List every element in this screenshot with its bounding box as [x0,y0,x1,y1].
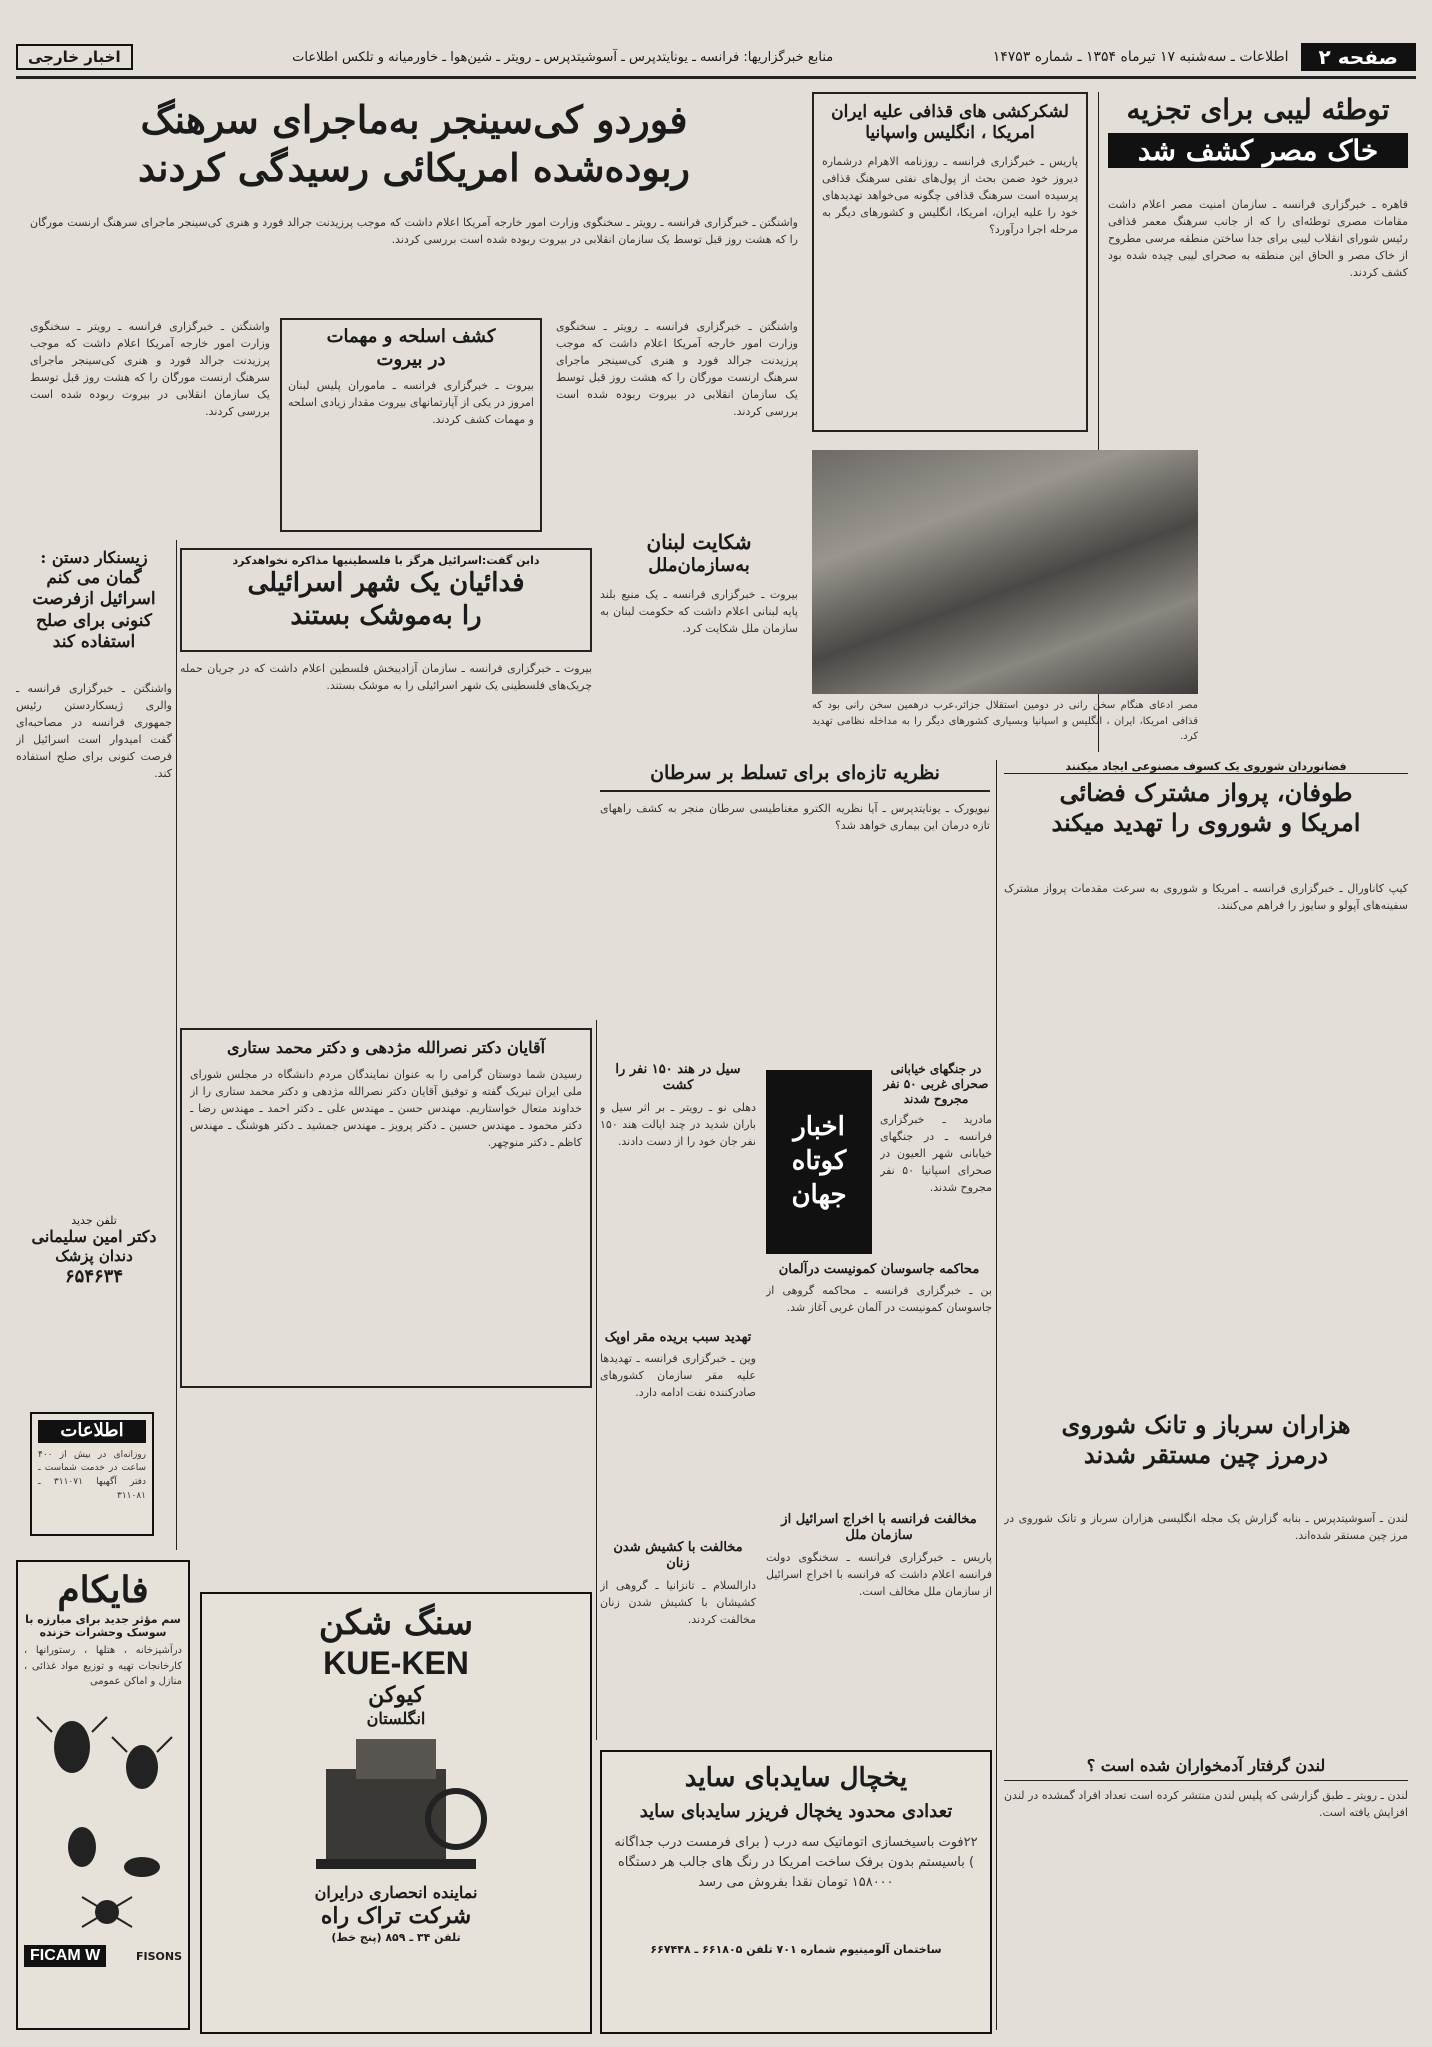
flood-title: سیل در هند ۱۵۰ نفر را کشت [615,1062,741,1094]
kissinger-title-2: ربوده‌شده امریکائی رسیدگی کردند [138,144,690,190]
ficam-brand: فایکام [57,1569,149,1611]
page-label: صفحه ۲ [1301,43,1416,71]
doctor-new-phone: تلفن جدید [71,1214,117,1227]
kueken-fa: کیوکن [368,1681,424,1708]
fedayeen-kicker: دابن گفت:اسرائیل هرگز با فلسطینیها مذاکره نخواهدکرد [232,554,540,567]
kissinger-title-1: فوردو کی‌سینجر به‌ماجرای سرهنگ [140,97,688,142]
women-priests-article [600,1540,756,1740]
congrats-notice [180,1028,592,1388]
doctor-specialty: دندان پزشک [55,1247,133,1265]
fridge-subtitle: تعدادی محدود یخچال فریزر سایدبای ساید [639,1800,953,1822]
clashes-title: در جنگهای خیابانی صحرای غربی ۵۰ نفر مجروح شدند [883,1062,989,1106]
france-body: پاریس ـ خبرگزاری فرانسه ـ سخنگوی دولت فرانسه اعلام داشت که فرانسه با اخراج اسرائیل از سازمان ملل مخالف است. [766,1550,992,1598]
soviet-body: لندن ـ آسوشیتدپرس ـ بنابه گزارش یک مجله انگلیسی هزاران سرباز و تانک شوروی در مرز چین مستقر شده‌اند. [1004,1512,1408,1543]
zistkar-title-5: استفاده کند [52,631,136,652]
kueken-country: انگلستان [366,1709,426,1728]
qaddafi-box [812,92,1088,432]
qaddafi-speech-photo [812,450,1198,694]
issue-info: اطلاعات ـ سه‌شنبه ۱۷ تیرماه ۱۳۵۴ ـ شماره ۱۴۷۵۳ [992,49,1289,65]
kissinger-body: واشنگتن ـ خبرگزاری فرانسه ـ رویتر ـ سخنگوی وزارت امور خارجه آمریکا اعلام داشت که موجب پرزیدنت جرالد فورد و هنری کی‌سینجر ماجرای سرهنگ ارنست مورگان را که هشت روز قبل توسط یک سازمان انقلابی در بیروت ربوده شده است بررسی کردند. [30,216,798,247]
weapons-body: بیروت ـ خبرگزاری فرانسه ـ ماموران پلیس لبنان امروز در یکی از آپارتمانهای بیروت مقدار زیادی اسلحه و مهمات کشف کردند. [288,379,534,427]
news-sources: منابع خبرگزاریها: فرانسه ـ یونایتدپرس ـ آسوشیتدپرس ـ رویتر ـ شین‌هوا ـ خاورمیانه و تلکس اطلاعات [292,49,834,65]
kissinger-body-col3: واشنگتن ـ خبرگزاری فرانسه ـ رویتر ـ سخنگوی وزارت امور خارجه آمریکا اعلام داشت که موجب پرزیدنت جرالد فورد و هنری کی‌سینجر ماجرای سرهنگ ارنست مورگان را که هشت روز قبل توسط یک سازمان انقلابی در بیروت ربوده شده است بررسی کردند. [30,320,270,419]
col-rule [996,760,997,2030]
women-priests-body: دارالسلام ـ تانزانیا ـ گروهی از کشیشان با کشیش شدن زنان مخالفت کردند. [600,1578,756,1626]
opec-body: وین ـ خبرگزاری فرانسه ـ تهدیدها علیه مقر سازمان کشورهای صادرکننده نفت ادامه دارد. [600,1352,756,1400]
soviet-title-1: هزاران سرباز و تانک شوروی [1061,1410,1351,1439]
cockroach-icon [126,1745,158,1789]
zistkar-title-3: اسرائیل ازفرصت [32,589,156,610]
insect-illustration [32,1707,182,1937]
doctor-phone: ۶۵۴۶۳۴ [64,1265,123,1287]
cancer-theory [600,762,990,1052]
libya-title-1: توطئه لیبی برای تجزیه [1126,93,1390,126]
space-kicker: فضانوردان شوروی یک کسوف مصنوعی ایجاد میکنند [1004,760,1408,774]
fedayeen-headline [180,548,592,652]
fridge-contact: ساختمان آلومینیوم شماره ۷۰۱ تلفن ۶۶۱۸۰۵ ـ ۶۶۷۴۴۸ [650,1943,942,1956]
lebanon-title-1: شکایت لبنان [646,530,752,554]
congrats-title: آقایان دکتر نصرالله مژدهی و دکتر محمد ستاری [226,1038,546,1057]
fridge-title: یخچال سایدبای ساید [684,1763,908,1793]
zistkar-body: واشنگتن ـ خبرگزاری فرانسه ـ والری ژیسکاردستن رئیس جمهوری فرانسه در مصاحبه‌ای گفت امیدوار است اسرائیل از فرصت کنونی برای صلح استفاده کند. [16,682,172,781]
ettelaat-ad [30,1412,154,1536]
france-title: مخالفت فرانسه با اخراج اسرائیل از سازمان ملل [781,1512,977,1544]
trial-article [766,1262,992,1502]
lebanon-complaint [600,530,798,770]
weapons-box [280,318,542,532]
masthead-rule [16,76,1416,79]
ficam-ad [16,1560,190,2030]
photo-caption: مصر ادعای هنگام سخن رانی در دومین استقلال جزائر،عرب درهمین سخن رانی بود که قذافی امریکا، ایران ، انگلیس و اسپانیا وبسیاری کشورهای دیگر را به مداخله نظامی تهدید کرد. [812,700,1198,742]
kueken-address: تلفن ۳۴ ـ ۸۵۹ (پنج خط) [331,1930,461,1944]
london-article [1004,1756,1408,2036]
libya-headline [1108,92,1408,184]
kueken-ad [200,1592,592,2034]
opec-article [600,1330,756,1530]
crusher-machine-icon [296,1729,496,1879]
clashes-body: مادرید ـ خبرگزاری فرانسه ـ در جنگهای خیابانی شهر العیون در صحرای اسپانیا ۵۰ نفر مجروح شدند. [880,1113,992,1195]
france-article [766,1512,992,1732]
congrats-body: رسیدن شما دوستان گرامی را به عنوان نمایندگان مردم دانشگاه در مجلس شورای ملی ایران تبریک گفته و توفیق آقایان دکتر نصرالله مژدهی و دکتر محمد ستاری را از خداوند متعال خواستاریم. مهندس حسن ـ مهندس علی ـ دکتر احمد ـ مهندس رضا ـ دکتر محمود ـ مهندس حسین ـ دکتر پرویز ـ مهندس جمشید ـ دکتر هوشنگ ـ مهندس کاظم ـ دکتر منوچهر. [190,1068,582,1150]
ettelaat-lines: روزانه‌ای در بیش از ۴۰۰ ساعت در خدمت شماست ـ دفتر آگهیها ۳۱۱۰۷۱ ـ ۳۱۱۰۸۱ [38,1449,146,1502]
zistkar-title-1: زیسنکار دستن : [40,548,148,567]
fedayeen-body: بیروت ـ خبرگزاری فرانسه ـ سازمان آزادیبخش فلسطین اعلام داشت که در جریان حمله چریک‌های فلسطینی یک شهر اسرائیلی را به موشک بستند. [180,662,592,693]
zistkar-title-2: گمان می کنم [46,568,142,588]
soviet-headline [1004,1410,1408,1506]
soviet-title-2: درمرز چین مستقر شدند [1083,1440,1329,1469]
col-rule [176,540,177,1550]
qaddafi-title: لشکرکشی های قذافی علیه ایران امریکا ، انگلیس واسپانیا [831,102,1069,144]
fridge-ad [600,1750,992,2034]
trial-body: بن ـ خبرگزاری فرانسه ـ محاکمه گروهی از جاسوسان کمونیست در آلمان غربی آغاز شد. [766,1284,992,1315]
opec-title: تهدید سبب بریده مقر اوپک [604,1330,752,1345]
space-body: کیپ کاناورال ـ خبرگزاری فرانسه ـ امریکا و شوروی به سرعت مقدمات پرواز مشترک سفینه‌های آپولو و سایوز را فراهم می‌کنند. [1004,882,1408,913]
qaddafi-body: پاریس ـ خبرگزاری فرانسه ـ روزنامه الاهرام درشماره دیروز خود ضمن بحث از پول‌های نفتی سرهنگ قذافی پرسیده است سرهنگ قذافی چگونه می‌خواهد تهدیدهای خود را علیه ایران، امریکا، انگلیس و کشورهای دیگر به مرحله اجرا درآورد؟ [822,154,1078,236]
ficam-logo: FICAM W [24,1945,106,1967]
zistkar-headline [16,548,172,668]
libya-body: قاهره ـ خبرگزاری فرانسه ـ سازمان امنیت مصر اعلام داشت مقامات مصری توطئه‌ای را که از جانب سرهنگ معمر قذافی رئیس شورای انقلاب لیبی برای جدا ساختن منطقه مرسی مطروح از خاک مصر و الحاق این منطقه به صحرای لیبی چیده شده بود کشف کردند. [1108,198,1408,280]
section-label: اخبار خارجی [16,44,133,70]
fedayeen-title-2: را به‌موشک بستند [290,600,482,631]
london-body: لندن ـ رویتر ـ طبق گزارشی که پلیس لندن منتشر کرده است تعداد افراد گمشده در لندن افزایش یافته است. [1004,1789,1408,1820]
weapons-title-1: کشف اسلحه و مهمات [326,326,496,347]
masthead [16,40,1416,74]
space-title-1: طوفان، پرواز مشترک فضائی [1059,778,1353,807]
london-title: لندن گرفتار آدمخواران شده است ؟ [1004,1756,1408,1781]
flood-article [600,1062,756,1322]
kueken-company: شرکت تراک راه [320,1903,472,1929]
fedayeen-title-1: فدائیان یک شهر اسرائیلی [247,568,525,598]
ficam-tagline: سم مؤثر جدید برای مبارزه با سوسک وحشرات خزنده [25,1613,181,1639]
centipede-icon [124,1857,160,1877]
trial-title: محاکمه جاسوسان کمونیست درآلمان [778,1262,980,1277]
kissinger-headline [30,96,798,202]
fridge-body: ۲۲فوت باسیخسازی اتوماتیک سه درب ( برای فرمست درب جداگانه ) باسیستم بدون برفک ساخت امریکا در رنگ های جالب هر دستگاه ۱۵۸۰۰۰ تومان نقدا بفروش می رسد [614,1835,978,1891]
women-priests-title: مخالفت با کشیش شدن زنان [613,1540,743,1572]
lebanon-title-2: به‌سازمان‌ملل [648,555,750,576]
kueken-agent: نماینده انحصاری درایران [314,1883,478,1902]
kueken-title: سنگ شکن [318,1603,474,1643]
space-headline [1004,760,1408,870]
short-news-box [766,1070,872,1254]
bug-icon [54,1721,90,1773]
cancer-title: نظریه تازه‌ای برای تسلط بر سرطان [600,762,990,792]
weapons-title-2: در بیروت [376,348,446,370]
lebanon-body: بیروت ـ خبرگزاری فرانسه ـ یک منبع بلند پایه لبنانی اعلام داشت که حکومت لبنان به سازمان ملل شکایت کرد. [600,587,798,635]
ettelaat-logo: اطلاعات [38,1420,146,1443]
doctor-name: دکتر امین سلیمانی [31,1227,157,1246]
ficam-subtag: درآشپزخانه ، هتلها ، رستورانها ، کارخانجات تهیه و توزیع مواد غذائی ، منازل و اماکن عمومی [24,1645,182,1687]
doctor-ad [16,1214,172,1324]
zistkar-title-4: کنونی برای صلح [36,610,152,631]
ant-icon [68,1827,96,1867]
col-rule [596,1020,597,1740]
short-news-title: اخبار کوتاه جهان [791,1112,847,1210]
ficam-maker: FISONS [135,1949,182,1963]
cancer-body: نیویورک ـ یونایتدپرس ـ آیا نظریه الکترو مغناطیسی سرطان منجر به کشف راههای تازه درمان این بیماری خواهد شد؟ [600,801,990,832]
kissinger-body-cont: واشنگتن ـ خبرگزاری فرانسه ـ رویتر ـ سخنگوی وزارت امور خارجه آمریکا اعلام داشت که موجب پرزیدنت جرالد فورد و هنری کی‌سینجر ماجرای سرهنگ ارنست مورگان را که هشت روز قبل توسط یک سازمان انقلابی در بیروت ربوده شده است بررسی کردند. [556,320,798,419]
clashes-article [880,1062,992,1242]
kueken-latin: KUE-KEN [323,1644,469,1681]
space-title-2: امریکا و شوروی را تهدید میکند [1051,808,1361,837]
flood-body: دهلی نو ـ رویتر ـ بر اثر سیل و باران شدید در چند ایالت هند ۱۵۰ نفر جان خود را از دست دادند. [600,1100,756,1148]
libya-title-2: خاک مصر کشف شد [1108,133,1408,168]
